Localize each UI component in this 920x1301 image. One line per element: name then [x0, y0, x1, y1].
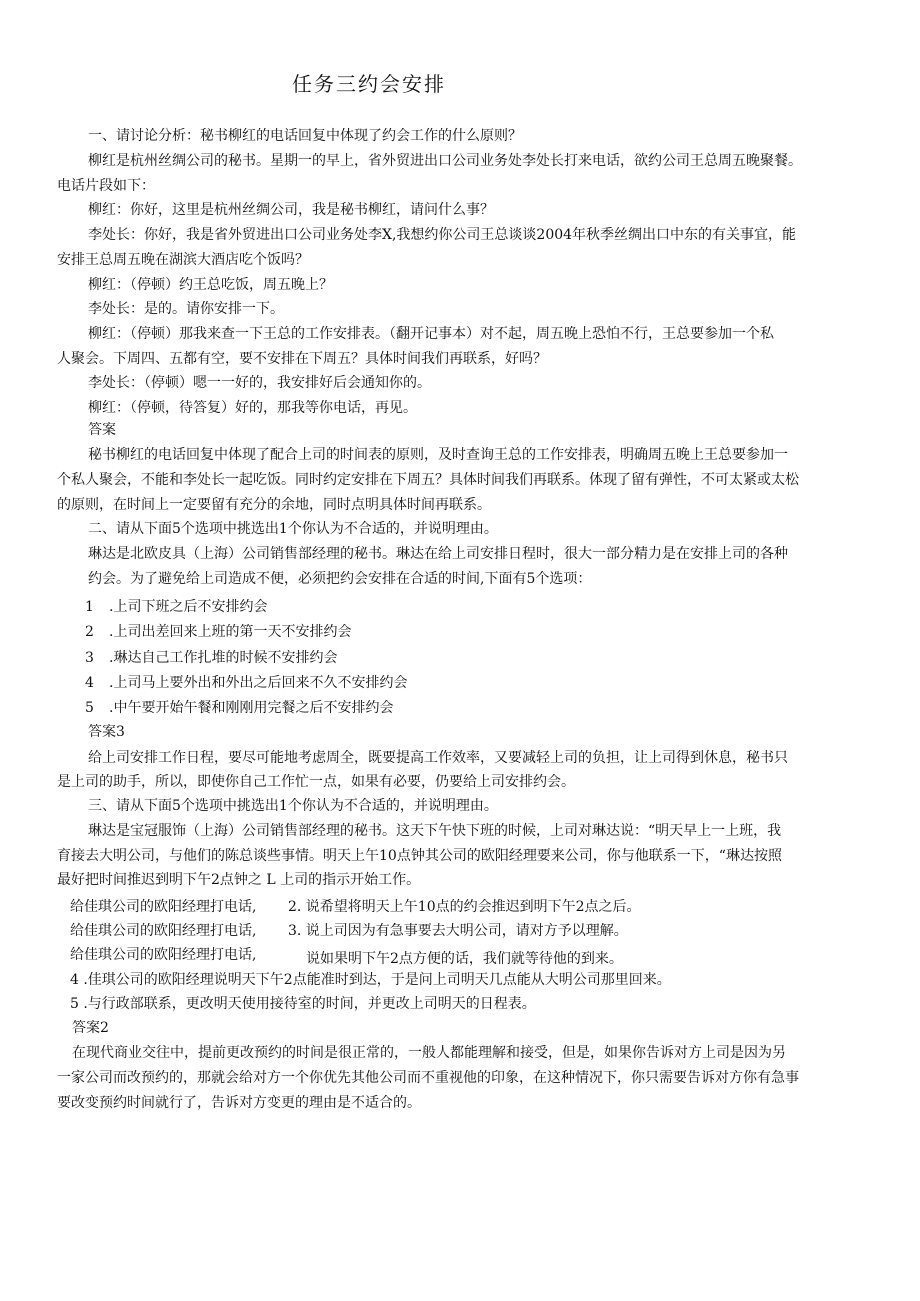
option-item: 5 .中午要开始午餐和刚刚用完餐之后不安排约会: [85, 700, 394, 716]
answer-label: 答案2: [72, 1020, 109, 1036]
dialogue-line: 柳红：（停顿，待答复）好的，那我等你电话，再见。: [88, 400, 417, 416]
answer-label: 答案3: [88, 724, 125, 740]
paragraph-line: 电话片段如下：: [57, 178, 155, 194]
question-1-heading: 一、请讨论分析：秘书柳红的电话回复中体现了约会工作的什么原则？: [88, 128, 522, 144]
answer-line: 个私人聚会，不能和李处长一起吃饭。同时约定安排在下周五？具体时间我们再联系。体现了留有弹性，不可太紧或太松: [57, 472, 799, 488]
dialogue-line: 李处长：（停顿）嗯一一好的，我安排好后会通知你的。: [88, 375, 431, 391]
option-item: 3 .琳达自己工作扎堆的时候不安排约会: [85, 650, 338, 666]
dialogue-line: 李处长：你好，我是省外贸进出口公司业务处李X,我想约你公司王总谈谈2004年秋季丝绸出口中东的有关事宜，能: [88, 227, 797, 243]
option-item: 1 .上司下班之后不安排约会: [85, 599, 268, 615]
paragraph-line: 柳红是杭州丝绸公司的秘书。星期一的早上，省外贸进出口公司业务处李处长打来电话，欲约公司王总周五晚聚餐。: [88, 153, 802, 169]
option-item: 2 .上司出差回来上班的第一天不安排约会: [85, 624, 352, 640]
option-right-fragment: 2. 说希望将明天上午10点的约会推迟到明下午2点之后。: [288, 899, 641, 915]
paragraph-line: 育接去大明公司，与他们的陈总谈些事情。明天上午10点钟其公司的欧阳经理要来公司，你与他联系一下，“琳达按照: [57, 848, 782, 864]
question-2-heading: 二、请从下面5个选项中挑选出1个你认为不合适的，并说明理由。: [88, 521, 498, 537]
paragraph-line: 琳达是宝冠服饰（上海）公司销售部经理的秘书。这天下午快下班的时候，上司对琳达说：“明天早上一上班，我: [88, 823, 782, 839]
dialogue-line: 人聚会。下周四、五都有空，要不安排在下周五？具体时间我们再联系，好吗？: [57, 351, 547, 367]
dialogue-line: 柳红：（停顿）约王总吃饭，周五晚上？: [88, 277, 333, 293]
document-title: 任务三约会安排: [292, 72, 446, 96]
dialogue-line: 李处长：是的。请你安排一下。: [88, 301, 284, 317]
option-left-fragment: 给佳琪公司的欧阳经理打电话,: [70, 947, 257, 963]
question-3-heading: 三、请从下面5个选项中挑选出1个你认为不合适的，并说明理由。: [88, 798, 498, 814]
answer-line: 在现代商业交往中，提前更改预约的时间是很正常的，一般人都能理解和接受，但是，如果你告诉对方上司是因为另: [72, 1045, 786, 1061]
answer-line: 的原则，在时间上一定要留有充分的余地，同时点明具体时间再联系。: [57, 497, 491, 513]
dialogue-line: 柳红：你好，这里是杭州丝绸公司，我是秘书柳红，请问什么事？: [88, 202, 494, 218]
option-left-fragment: 给佳琪公司的欧阳经理打电话,: [70, 923, 257, 939]
answer-line: 一家公司而改预约的，那就会给对方一个你优先其他公司而不重视他的印象，在这种情况下，你只需要告诉对方你有急事: [57, 1070, 799, 1086]
answer-line: 秘书柳红的电话回复中体现了配合上司的时间表的原则，及时查询王总的工作安排表，明确周五晚上王总要参加一: [88, 447, 788, 463]
answer-line: 给上司安排工作日程，要尽可能地考虑周全，既要提高工作效率，又要减轻上司的负担，让上司得到休息，秘书只: [88, 750, 788, 766]
dialogue-line: 柳红：（停顿）那我来查一下王总的工作安排表。（翻开记事本）对不起，周五晚上恐怕不行，王总要参加一个私: [88, 326, 774, 342]
answer-label: 答案: [88, 422, 116, 438]
answer-line: 是上司的助手，所以，即使你自己工作忙一点，如果有必要，仍要给上司安排约会。: [57, 774, 575, 790]
paragraph-line: 最好把时间推迟到明下午2点钟之 L 上司的指示开始工作。: [57, 872, 421, 888]
dialogue-line: 安排王总周五晚在湖滨大酒店吃个饭吗？: [57, 252, 309, 268]
option-item: 5 .与行政部联系，更改明天使用接待室的时间，并更改上司明天的日程表。: [70, 996, 536, 1012]
paragraph-line: 约会。为了避免给上司造成不便，必须把约会安排在合适的时间,下面有5个选项：: [88, 571, 592, 587]
option-item: 4 .佳琪公司的欧阳经理说明天下午2点能准时到达，于是问上司明天几点能从大明公司那里回来。: [70, 972, 671, 988]
answer-line: 要改变预约时间就行了，告诉对方变更的理由是不适合的。: [57, 1095, 421, 1111]
paragraph-line: 琳达是北欧皮具（上海）公司销售部经理的秘书。琳达在给上司安排日程时，很大一部分精力是在安排上司的各种: [88, 546, 788, 562]
option-left-fragment: 给佳琪公司的欧阳经理打电话,: [70, 899, 257, 915]
option-right-fragment: 说如果明下午2点方便的话，我们就等待他的到来。: [306, 951, 623, 967]
option-item: 4 .上司马上要外出和外出之后回来不久不安排约会: [85, 675, 408, 691]
option-right-fragment: 3. 说上司因为有急事要去大明公司，请对方予以理解。: [288, 923, 628, 939]
